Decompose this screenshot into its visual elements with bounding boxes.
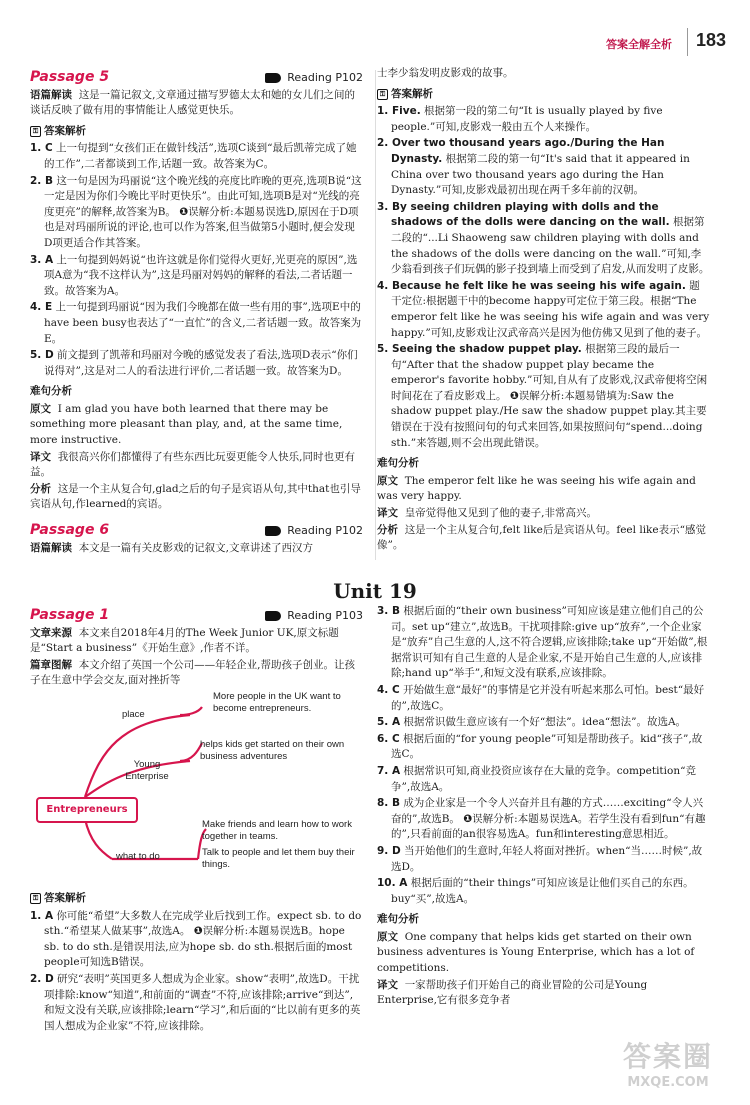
branch-place-note (180, 707, 202, 715)
answer-item (377, 844, 710, 875)
error-analysis-note: 误解分析:本题易误选D,原因在于D项也是对玛丽所说的评论,也可以作为答案,但当做第5小题时,便会发现D项更适合作其答案。 (44, 205, 359, 249)
pointing-hand-icon (265, 73, 281, 83)
structure (30, 658, 363, 689)
summary-label: 语篇解读 (30, 541, 72, 554)
analysis (30, 482, 363, 513)
difficult-heading: 难句分析 (377, 913, 419, 926)
orig-label: 原文 (377, 930, 398, 943)
answer-text: 成为企业家是一个令人兴奋并且有趣的方式……exciting“令人兴奋的”,故选B。 (391, 797, 704, 825)
reading-ref (265, 523, 363, 539)
mind-map (30, 691, 375, 886)
mm-place: place (122, 708, 145, 720)
structure-label: 篇章图解 (30, 658, 72, 671)
mm-wtd-note-1: Make friends and learn how to work together in teams. (202, 818, 352, 842)
answer-text: 前文提到了凯蒂和玛丽对今晚的感觉发表了看法,选项D表示“你们说得对”,这是对二人的看法进行评价,二者话题一致。故答案为D。 (44, 349, 358, 377)
answer-text: 根据第二段的“...Li Shaoweng saw children playing with dolls and the shadows of the dolls were dancing on the wall.”可知,李少翁看到孩子们玩偶的影子投到墙上而受到了启发,从而发明了皮影。 (391, 216, 710, 276)
answer-number: 4. C (377, 683, 400, 696)
orig-text: One company that helps kids get started on their own business adventures is Young Enterprise, which has a lot of competitions. (377, 930, 695, 975)
summary-text: 这是一篇记叙文,文章通过描写罗德太太和她的女儿们之间的谈话反映了做有用的事情能让人感觉更快乐。 (30, 88, 356, 117)
passage5-heading (30, 70, 363, 86)
mm-what-to-do: what to do (116, 850, 160, 862)
answer-text: 上一句提到玛丽说“因为我们今晚都在做一些有用的事”,选项E中的have been busy也表达了“一直忙”的含义,二者话题一致。故答案为E。 (44, 301, 362, 345)
top-left-column (30, 66, 363, 557)
answer-item (377, 104, 710, 135)
answer-number: 4. Because he felt like he was seeing his wife again. (377, 279, 686, 292)
answer-text: 上一句提到妈妈说“也许这就是你们觉得火更好,光更亮的原因”,选项A意为“我不这样认为”,这是玛丽对妈妈的解释的看法,二者话题一致。故答案为A。 (44, 253, 358, 297)
answer-text: 根据常识做生意应该有一个好“想法”。idea“想法”。故选A。 (403, 716, 687, 729)
difficult-heading: 难句分析 (30, 385, 72, 398)
bottom-right-column (377, 604, 710, 1010)
reading-ref (265, 70, 363, 86)
reading-label: Reading P103 (287, 609, 363, 622)
passage-title: Passage 6 (30, 522, 110, 539)
answer-number: 5. A (377, 716, 401, 729)
analysis (377, 523, 710, 554)
watermark-text: 答案圈 (622, 1040, 713, 1073)
answer-text: 根据第三段的最后一句“After that the shadow puppet play became the emperor's favorite hobby.”可知,自从有了皮影戏,汉武帝便将空闲时间花在了看皮影戏上。 (391, 343, 708, 402)
branch-place (85, 715, 190, 797)
answer-number: 7. A (377, 764, 401, 777)
trans-text: 我很高兴你们都懂得了有些东西比玩耍更能令人快乐,同时也更有益。 (30, 450, 356, 479)
answer-list (30, 141, 363, 379)
error-analysis-note: 误解分析:本题易错填为:Saw the shadow puppet play./He saw the shadow puppet play.其主要错误在于没有按照问句的句式来回答,如果按照问句“spend...doing sth.”来答题,则不会出现此错误。 (391, 389, 707, 449)
analysis-label: 分析 (30, 482, 51, 495)
answers-label: 答案解析 (44, 891, 86, 904)
warning-icon: ❶ (193, 925, 203, 938)
answer-text: 根据常识可知,商业投资应该存在大量的竞争。competition“竞争”,故选A。 (391, 764, 696, 793)
summary-label: 语篇解读 (30, 88, 72, 101)
unit-title: Unit 19 (333, 579, 417, 603)
header-label: 答案全解全析 (606, 38, 672, 51)
answer-item (377, 279, 710, 341)
reading-label: Reading P102 (287, 524, 363, 538)
answer-list (377, 104, 710, 451)
mm-wtd-note-2: Talk to people and let them buy their things. (202, 846, 355, 870)
answers-label: 答案解析 (44, 124, 86, 137)
answer-item (377, 715, 710, 731)
summary-text: 本文是一篇有关皮影戏的记叙文,文章讲述了西汉方 (78, 541, 314, 554)
answer-number: 5. D (30, 349, 54, 362)
answer-text: 根据后面的“their things”可知应该是让他们买自己的东西。buy“买”,故选A。 (391, 877, 694, 905)
answers-heading (377, 87, 710, 103)
answer-item (377, 342, 710, 451)
original-sentence (377, 930, 710, 977)
key-icon: ⚿ (377, 89, 388, 100)
orig-text: I am glad you have both learned that there may be something more pleasant than play, and, at the same time, more instructive. (30, 402, 343, 447)
translation (377, 506, 710, 522)
answer-item (30, 348, 363, 379)
answer-number: 1. C (30, 142, 53, 155)
passage1-heading (30, 608, 363, 624)
answer-text: 题干定位:根据题干中的become happy可定位于第三段。根据“The emperor felt like he was seeing his wife again and was very happy.”可知,皮影戏让汉武帝高兴是因为他仿佛又见到了他的妻子。 (391, 279, 710, 339)
answer-text: 你可能“希望”大多数人在完成学业后找到工作。expect sb. to do sth.“希望某人做某事”,故选A。 (44, 909, 362, 938)
trans-text: 一家帮助孩子们开始自己的商业冒险的公司是Young Enterprise,它有很多竞争者 (377, 978, 648, 1007)
source (30, 626, 363, 657)
answer-text: 这一句是因为玛丽说“这个晚光线的亮度比昨晚的更亮,选项B说“这一定是因为你们今晚比平时更快乐”。由此可知,选项B是对“光线的亮度更亮”的解释,故答案为B。 (44, 174, 362, 218)
answers-heading (30, 891, 363, 907)
analysis-label: 分析 (377, 523, 398, 536)
summary (30, 88, 363, 119)
mm-center-entrepreneurs: Entrepreneurs (36, 797, 138, 823)
column-divider (375, 70, 376, 560)
answer-item (377, 200, 710, 278)
original-sentence (377, 474, 710, 505)
answer-item (30, 972, 363, 1034)
answer-number: 2. D (30, 972, 54, 985)
answer-text: 根据第一段的第二句“It is usually played by five people.”可知,皮影戏一般由五个人来操作。 (391, 105, 663, 133)
analysis-text: 这是一个主从复合句,felt like后是宾语从句。feel like表示“感觉像”。 (377, 523, 707, 552)
answer-number: 9. D (377, 844, 401, 857)
answer-number: 1. A (30, 909, 54, 922)
source-label: 文章来源 (30, 626, 72, 639)
answer-number: 3. B (377, 605, 400, 617)
answer-item (30, 253, 363, 300)
error-analysis-note: 误解分析:本题易误选A。若学生没有看到fun“有趣的”,只看前面的an很容易选A。fun和interesting意思相近。 (391, 812, 706, 841)
answers-heading (30, 124, 363, 140)
difficult-heading: 难句分析 (377, 457, 419, 470)
watermark-url: MXQE.COM (627, 1075, 709, 1090)
source-text: 本文来自2018年4月的The Week Junior UK,原文标题是“Start a business”《开始生意》,作者不详。 (30, 626, 339, 655)
orig-label: 原文 (377, 474, 398, 487)
key-icon: ⚿ (30, 126, 41, 137)
answer-text: 当开始他们的生意时,年轻人将面对挫折。when“当……时候”,故选D。 (391, 844, 703, 873)
answer-number: 3. A (30, 253, 54, 266)
answer-text: 研究“表明”英国更多人想成为企业家。show“表明”,故选D。干扰项排除:know“知道”,和前面的“调查”不符,应该排除;arrive“到达”,和短文没有关联,应该排除;learn“学习”,和后面的“比以前有更多的英国人想成为企业家”不符,应该排除。 (44, 972, 361, 1032)
original-sentence (30, 402, 363, 449)
warning-icon: ❶ (509, 389, 519, 402)
answer-text: 根据后面的“their own business”可知应该是建立他们自己的公司。set up“建立”,故选B。干扰项排除:give up“放弃”,一个企业家是“放弃”自己生意的人,这不符合逻辑,应该排除;take up“开始做”,根据常识可知有自己生意的人是企业家,不是开始自己生意的人,应该排除;hand up“举手”,和短文没有联系,应该排除。 (391, 605, 708, 680)
answers-label: 答案解析 (391, 87, 433, 100)
answer-item (377, 796, 710, 843)
answer-number: 5. Seeing the shadow puppet play. (377, 343, 582, 356)
watermark-logo (598, 1035, 738, 1099)
orig-label: 原文 (30, 402, 51, 415)
answer-text: 上一句提到“女孩们正在做针线活”,选项C谈到“最后凯蒂完成了她的工作”,二者都谈到工作,话题一致。故答案为C。 (44, 142, 357, 170)
answer-text: 开始做生意“最好”的事情是它并没有听起来那么可怕。best“最好的”,故选C。 (391, 683, 705, 712)
page-number: 183 (695, 30, 726, 50)
answer-number: 1. Five. (377, 105, 421, 118)
answer-item (377, 683, 710, 714)
warning-icon: ❶ (463, 812, 473, 825)
answer-item (30, 141, 363, 172)
answer-item (377, 136, 710, 198)
page-header (0, 0, 750, 60)
mm-place-note: More people in the UK want to become entrepreneurs. (213, 690, 341, 714)
trans-text: 皇帝觉得他又见到了他的妻子,非常高兴。 (404, 507, 598, 520)
answer-item (30, 300, 363, 347)
answer-list (377, 604, 710, 907)
summary (30, 541, 363, 557)
answer-number: 2. Over two thousand years ago./During the Han Dynasty. (377, 137, 665, 165)
structure-text: 本文介绍了英国一个公司——年轻企业,帮助孩子创业。让孩子在生意中学会交友,面对挫折等 (30, 658, 356, 687)
translation (377, 978, 710, 1009)
answer-item (377, 732, 710, 763)
error-analysis-note: 误解分析:本题易误选B。hope sb. to do sth.是错误用法,应为hope sb. do sth.根据后面的most people可知选B错误。 (44, 925, 353, 969)
answer-number: 2. B (30, 174, 53, 187)
pointing-hand-icon (265, 611, 281, 621)
passage-title: Passage 5 (30, 69, 110, 85)
trans-label: 译文 (377, 507, 398, 520)
answer-number: 8. B (377, 797, 400, 810)
trans-label: 译文 (30, 450, 51, 463)
orig-text: The emperor felt like he was seeing his wife again and was very happy. (377, 474, 696, 503)
branch-what-to-do (85, 819, 112, 859)
passage6-heading (30, 523, 363, 539)
translation (30, 450, 363, 481)
mm-ye-note: helps kids get started on their own business adventures (200, 738, 345, 762)
answer-item (30, 909, 363, 971)
passage-title: Passage 1 (30, 607, 110, 623)
answer-item (377, 604, 710, 682)
answer-number: 3. By seeing children playing with dolls and the shadows of the dolls were dancing on the wall. (377, 200, 670, 229)
intro-continuation: 士李少翁发明皮影戏的故事。 (377, 67, 514, 79)
answer-number: 10. A (377, 877, 408, 890)
key-icon: ⚿ (30, 893, 41, 904)
bottom-left-column (30, 604, 363, 1035)
analysis-text: 这是一个主从复合句,glad之后的句子是宾语从句,其中that也引导宾语从句,作learned的宾语。 (30, 482, 361, 511)
answer-number: 4. E (30, 301, 53, 314)
answer-list (30, 909, 363, 1035)
header-divider (687, 28, 688, 56)
answer-item (377, 876, 710, 907)
answer-text: 根据第二段的第一句“It's said that it appeared in China over two thousand years ago during the Han Dynasty.”可知,皮影戏最初出现在两千多年前的汉朝。 (391, 152, 690, 197)
warning-icon: ❶ (179, 205, 189, 218)
reading-label: Reading P102 (287, 71, 363, 84)
answer-text: 根据后面的“for young people”可知是帮助孩子。kid“孩子”,故选C。 (391, 732, 703, 761)
trans-label: 译文 (377, 978, 398, 991)
mm-young-enterprise: Young Enterprise (125, 758, 169, 782)
top-right-column (377, 66, 710, 555)
reading-ref (265, 608, 363, 624)
answer-item (30, 174, 363, 252)
answer-item (377, 764, 710, 795)
answer-number: 6. C (377, 732, 400, 745)
branch-ye-note (180, 743, 202, 761)
pointing-hand-icon (265, 526, 281, 536)
